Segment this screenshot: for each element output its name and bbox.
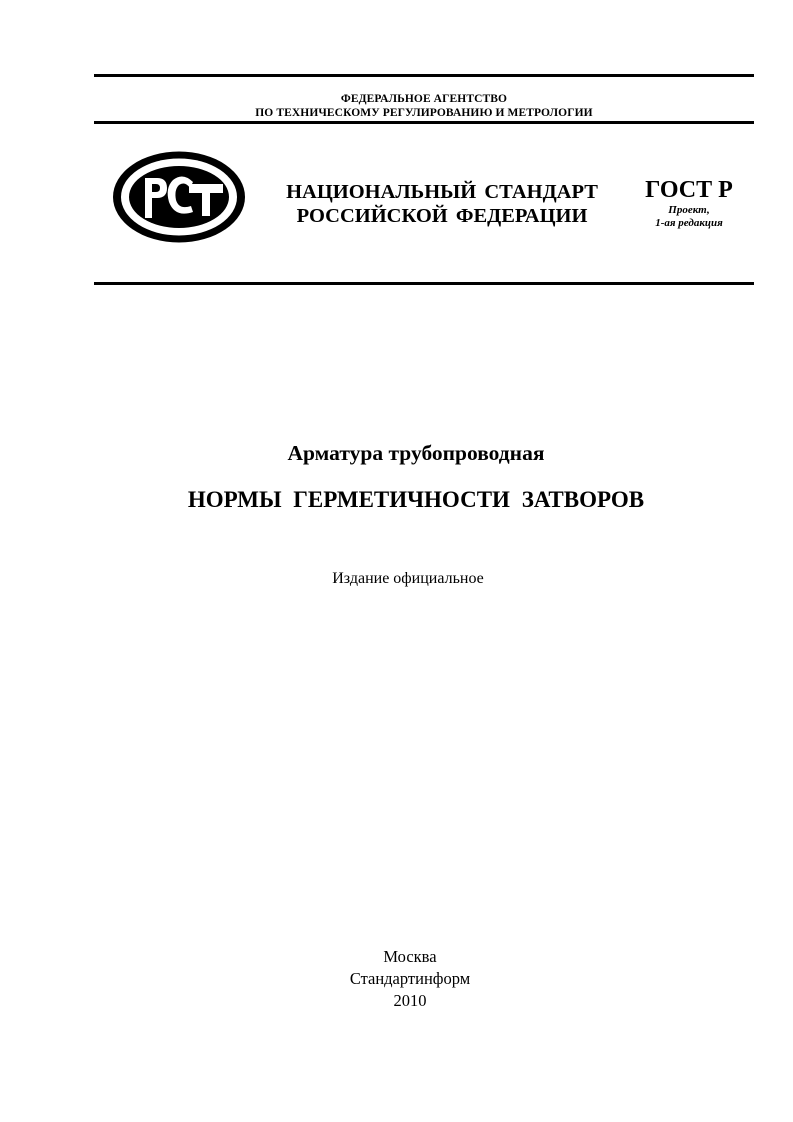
- imprint-city: Москва: [383, 947, 437, 966]
- imprint: [94, 946, 754, 1012]
- document-title: [94, 440, 754, 514]
- draft-status-line-2: 1-ая редакция: [655, 217, 723, 229]
- draft-status-line-1: Проект,: [668, 204, 710, 216]
- agency-line-1: ФЕДЕРАЛЬНОЕ АГЕНТСТВО: [340, 93, 508, 105]
- header-rule: [94, 121, 754, 124]
- edition-note: Издание официальное: [332, 570, 484, 587]
- standard-type-line-1: НАЦИОНАЛЬНЫЙ СТАНДАРТ: [286, 181, 598, 203]
- rst-mark-icon: [111, 150, 247, 244]
- imprint-publisher: Стандартинформ: [349, 969, 471, 988]
- standard-type-line-2: РОССИЙСКОЙ ФЕДЕРАЦИИ: [296, 205, 588, 227]
- bottom-rule: [94, 282, 754, 285]
- agency-name: [94, 92, 754, 120]
- standard-code-block: [630, 176, 748, 230]
- agency-line-2: ПО ТЕХНИЧЕСКОМУ РЕГУЛИРОВАНИЮ И МЕТРОЛОГИИ: [255, 107, 593, 119]
- title-subject: Арматура трубопроводная: [287, 441, 545, 465]
- title-heading: НОРМЫ ГЕРМЕТИЧНОСТИ ЗАТВОРОВ: [187, 487, 645, 512]
- standard-code: ГОСТ Р: [645, 177, 733, 203]
- imprint-year: 2010: [393, 991, 427, 1010]
- top-rule: [94, 74, 754, 77]
- standard-type: [262, 180, 622, 228]
